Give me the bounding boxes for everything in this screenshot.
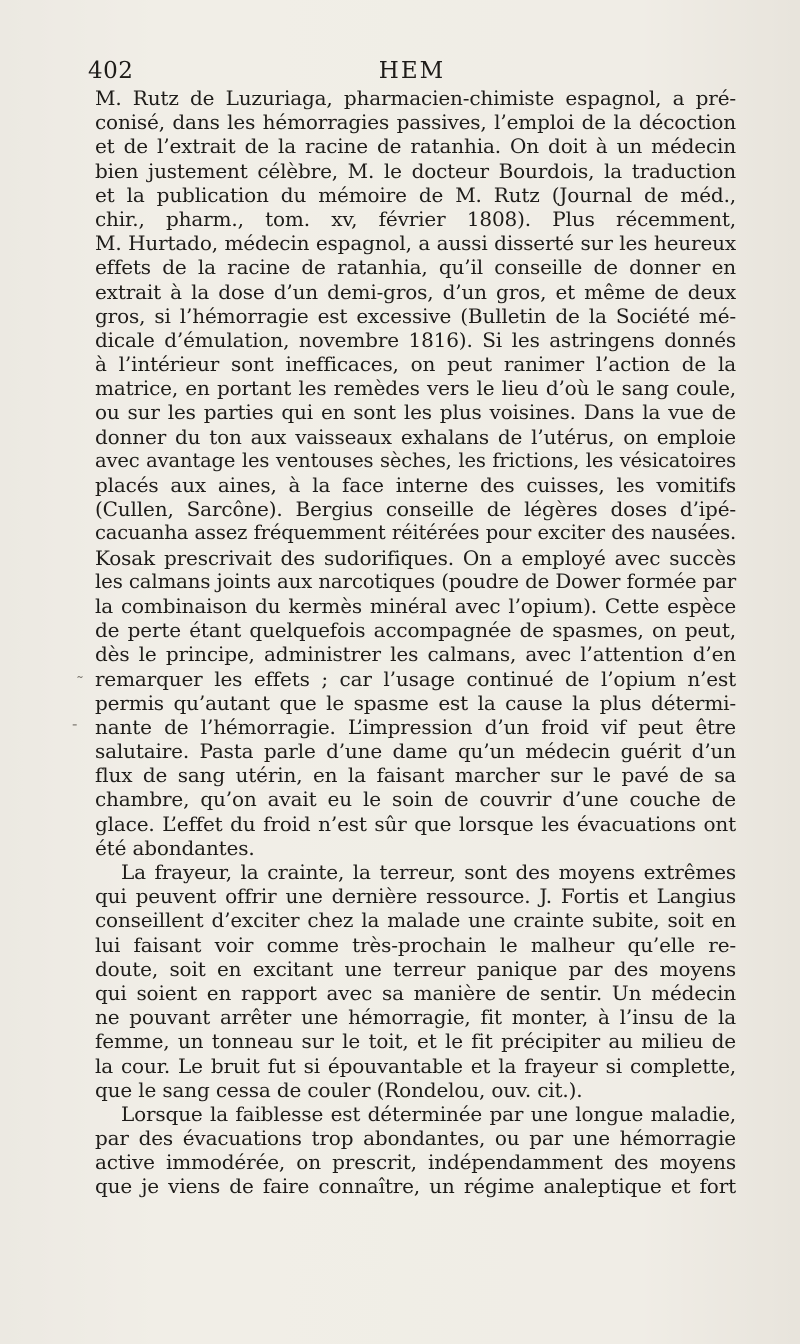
text-line: doute, soit en excitant une terreur panique par des moyens [95,956,736,981]
text-line: la cour. Le bruit fut si épouvantable et la frayeur si complette, [95,1053,736,1078]
margin-mark: ˷ [76,660,84,679]
text-line: et la publication du mémoire de M. Rutz (Journal de méd., [95,182,736,207]
text-line: La frayeur, la crainte, la terreur, sont des moyens extrêmes [121,860,736,884]
margin-mark: - [72,714,78,733]
text-line: chir., pharm., tom. xv, février 1808). Plus récemment, [95,206,736,231]
text-line: lui faisant voir comme très-prochain le malheur qu’elle re- [95,932,736,957]
text-line: matrice, en portant les remèdes vers le lieu d’où le sang coule, [95,376,736,401]
text-line: active immodérée, on prescrit, indépendamment des moyens [95,1150,736,1175]
text-line: bien justement célèbre, M. le docteur Bourdois, la traduction [95,158,736,183]
page-number: 402 [88,58,134,84]
text-line: qui soient en rapport avec sa manière de sentir. Un médecin [95,980,736,1005]
text-line: effets de la racine de ratanhia, qu’il conseille de donner en [95,255,736,280]
text-line: à l’intérieur sont inefficaces, on peut ranimer l’action de la [95,352,736,377]
text-line: Lorsque la faiblesse est déterminée par une longue maladie, [121,1101,736,1126]
text-line: extrait à la dose d’un demi-gros, d’un gros, et même de deux [95,279,736,304]
text-line: (Cullen, Sarcône). Bergius conseille de légères doses d’ipé- [95,497,736,522]
text-line: conisé, dans les hémorragies passives, l’emploi de la décoction [95,110,736,135]
text-line: donner du ton aux vaisseaux exhalans de l’utérus, on emploie [95,424,736,449]
text-line: remarquer les effets ; car l’usage continué de l’opium n’est [95,666,736,691]
text-line: permis qu’autant que le spasme est la cause la plus détermi- [95,690,736,715]
text-line: la combinaison du kermès minéral avec l’opium). Cette espèce [95,593,736,618]
text-line: cacuanha assez fréquemment réitérées pour exciter des nausées. [95,521,736,545]
text-line: nante de l’hémorragie. L’impression d’un froid vif peut être [95,714,736,739]
text-line: placés aux aines, à la face interne des cuisses, les vomitifs [95,473,736,497]
text-line: flux de sang utérin, en la faisant marcher sur le pavé de sa [95,763,736,788]
text-line: femme, un tonneau sur le toit, et le fit précipiter au milieu de [95,1029,736,1054]
text-line: de perte étant quelquefois accompagnée de spasmes, on peut, [95,618,736,643]
text-line: été abondantes. [95,835,255,860]
text-line: chambre, qu’on avait eu le soin de couvrir d’une couche de [95,787,736,812]
text-line: que le sang cessa de couler (Rondelou, ouv. cit.). [95,1077,583,1102]
text-line: ou sur les parties qui en sont les plus voisines. Dans la vue de [95,400,736,425]
text-line: M. Rutz de Luzuriaga, pharmacien-chimiste espagnol, a pré- [95,86,736,110]
text-line: dicale d’émulation, novembre 1816). Si les astringens donnés [95,327,736,352]
text-line: glace. L’effet du froid n’est sûr que lorsque les évacuations ont [95,811,736,836]
text-line: ne pouvant arrêter une hémorragie, fit monter, à l’insu de la [95,1005,736,1030]
text-line: que je viens de faire connaître, un régime analeptique et fort [95,1174,736,1199]
text-line: par des évacuations trop abondantes, ou par une hémorragie [95,1126,736,1151]
text-line: conseillent d’exciter chez la malade une crainte subite, soit en [95,908,736,933]
text-line: gros, si l’hémorragie est excessive (Bulletin de la Société mé- [95,303,736,328]
text-line: dès le principe, administrer les calmans, avec l’attention d’en [95,642,736,667]
text-line: M. Hurtado, médecin espagnol, a aussi disserté sur les heureux [95,231,736,256]
text-line: qui peuvent offrir une dernière ressource. J. Fortis et Langius [95,884,736,909]
text-line: salutaire. Pasta parle d’une dame qu’un médecin guérit d’un [95,739,736,764]
text-line: les calmans joints aux narcotiques (poudre de Dower formée par [95,569,736,593]
body-text [95,86,736,1199]
text-line: avec avantage les ventouses sèches, les frictions, les vésicatoires [95,448,736,472]
text-line: Kosak prescrivait des sudorifiques. On a employé avec succès [95,545,736,570]
text-line: et de l’extrait de la racine de ratanhia. On doit à un médecin [95,134,736,159]
running-head: HEM [378,58,446,84]
